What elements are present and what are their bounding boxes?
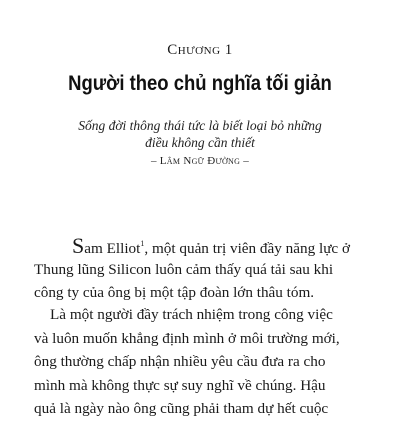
paragraph-2-line-3: ông thường chấp nhận nhiều yêu cầu đưa ra cho bbox=[34, 353, 326, 371]
paragraph-1-line-2: Thung lũng Silicon luôn cảm thấy quá tải sau khi bbox=[34, 260, 334, 278]
epigraph bbox=[0, 117, 400, 151]
epigraph-attribution: – Lâm Ngữ Đường – bbox=[150, 155, 250, 167]
epigraph-line-1: Sống đời thông thái tức là biết loại bỏ những bbox=[78, 118, 322, 133]
paragraph-1-line-3: công ty của ông bị một tập đoàn lớn thâu tóm. bbox=[34, 284, 315, 302]
paragraph-2-line-2: và luôn muốn khẳng định mình ở môi trường mới, bbox=[34, 329, 340, 347]
paragraph-1-line-1-tail: , một quản trị viên đầy năng lực ở bbox=[144, 240, 350, 257]
paragraph-2 bbox=[34, 303, 390, 421]
chapter-title: Người theo chủ nghĩa tối giản bbox=[68, 72, 332, 95]
footnote-ref: 1 bbox=[140, 239, 145, 248]
paragraph-2-line-1: Là một người đầy trách nhiệm trong công việc bbox=[50, 306, 333, 323]
epigraph-line-2: điều không cần thiết bbox=[145, 135, 255, 150]
drop-cap: S bbox=[72, 233, 85, 258]
chapter-label: Chương 1 bbox=[167, 42, 233, 58]
paragraph-1 bbox=[34, 233, 390, 305]
paragraph-2-line-5: quả là ngày nào ông cũng phải tham dự hết cuộc bbox=[34, 400, 329, 418]
paragraph-2-line-4: mình mà không thực sự suy nghĩ về chúng. Hậu bbox=[34, 376, 326, 394]
paragraph-1-line-1 bbox=[72, 234, 390, 258]
paragraph-1-line-1-text: am Elliot bbox=[84, 240, 141, 257]
